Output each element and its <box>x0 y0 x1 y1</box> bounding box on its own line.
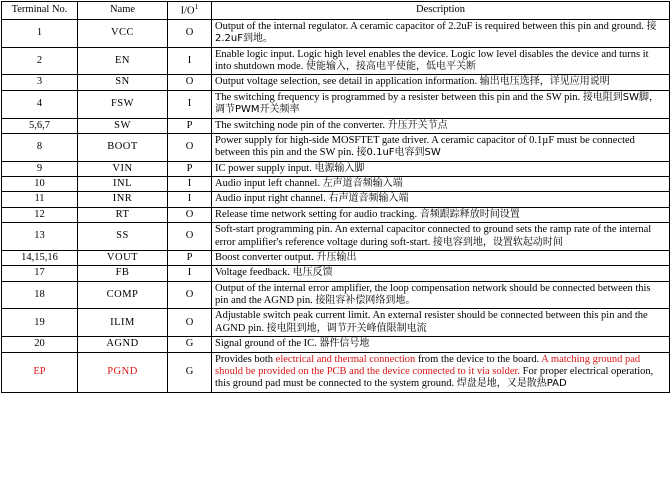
pin-description-table <box>1 1 670 393</box>
description-segment: The switching node pin of the converter. <box>215 119 388 131</box>
cell-description <box>212 47 670 75</box>
cell-io-type: O <box>168 75 212 90</box>
cell-terminal-no: 1 <box>2 19 78 47</box>
cell-description <box>212 309 670 337</box>
cell-io-type: O <box>168 309 212 337</box>
cell-pin-name: ILIM <box>78 309 168 337</box>
cell-pin-name: INL <box>78 177 168 192</box>
footnote-marker: 1 <box>194 2 199 11</box>
table-row <box>2 207 670 222</box>
table-row <box>2 47 670 75</box>
description-segment: Voltage feedback. <box>215 267 293 279</box>
cell-pin-name: BOOT <box>78 133 168 161</box>
table-header-row <box>2 2 670 20</box>
description-segment: 器件信号地 <box>319 338 370 350</box>
description-segment: 电源输入脚 <box>314 162 365 174</box>
cell-pin-name: VOUT <box>78 250 168 265</box>
table-row <box>2 90 670 118</box>
cell-terminal-no: 10 <box>2 177 78 192</box>
description-segment: Boost converter output. <box>215 251 317 263</box>
cell-terminal-no: 17 <box>2 266 78 281</box>
cell-pin-name: VCC <box>78 19 168 47</box>
table-row <box>2 75 670 90</box>
description-segment: 输出电压选择，详见应用说明 <box>479 76 610 88</box>
cell-io-type: I <box>168 90 212 118</box>
cell-pin-name: RT <box>78 207 168 222</box>
description-segment: A matching ground pad should be provided on the PCB and the device connected to it via solder. <box>215 353 641 377</box>
description-segment: For proper electrical operation, this ground pad must be connected to the system ground. <box>215 365 654 390</box>
description-segment: The switching frequency is programmed by a resister between this pin and the SW pin. <box>215 91 583 103</box>
description-segment: Power supply for high-side MOSFTET gate driver. A ceramic capacitor of 0.1µF must be connected between this pin and the SW pin. <box>215 134 635 159</box>
column-header-io <box>168 2 212 20</box>
description-segment: 接阻容补偿网络到地。 <box>315 295 416 306</box>
description-segment: 右声道音频输入端 <box>328 193 409 205</box>
table-row <box>2 192 670 207</box>
cell-pin-name: INR <box>78 192 168 207</box>
cell-io-type: G <box>168 352 212 392</box>
cell-terminal-no: 8 <box>2 133 78 161</box>
description-segment: 音频跟踪释放时间设置 <box>419 208 520 220</box>
cell-pin-name: FB <box>78 266 168 281</box>
cell-terminal-no: 12 <box>2 207 78 222</box>
table-body <box>2 19 670 392</box>
cell-description <box>212 192 670 207</box>
description-segment: Provides both <box>215 353 276 365</box>
cell-pin-name: PGND <box>78 352 168 392</box>
cell-description <box>212 118 670 133</box>
cell-terminal-no: 14,15,16 <box>2 250 78 265</box>
column-header-io-label: I/O <box>180 5 195 17</box>
description-segment: Audio input left channel. <box>215 178 323 189</box>
description-segment: Output voltage selection, see detail in application information. <box>215 76 480 88</box>
description-segment: 左声道音频输入端 <box>322 178 403 189</box>
table-header <box>2 2 670 20</box>
cell-description <box>212 133 670 161</box>
description-segment: Enable logic input. Logic high level enables the device. Logic low level disables the device and turns it into shutdown mode. <box>215 48 649 72</box>
description-segment: 升压开关节点 <box>387 119 448 131</box>
cell-pin-name: EN <box>78 47 168 75</box>
cell-description <box>212 161 670 176</box>
description-segment: 接电阻到SW脚，调节PWM开关频率 <box>215 91 660 116</box>
description-segment: 接电容到地，设置软起动时间 <box>432 236 563 248</box>
cell-io-type: O <box>168 133 212 161</box>
table-row <box>2 177 670 192</box>
description-segment: Output of the internal regulator. A ceramic capacitor of 2.2uF is required between this pin and ground. <box>215 20 647 32</box>
table-row <box>2 337 670 352</box>
cell-pin-name: AGND <box>78 337 168 352</box>
description-segment: from the device to the board. <box>415 353 542 365</box>
cell-terminal-no: 20 <box>2 337 78 352</box>
cell-io-type: I <box>168 47 212 75</box>
cell-description <box>212 223 670 251</box>
cell-io-type: O <box>168 281 212 309</box>
cell-description <box>212 177 670 192</box>
cell-description <box>212 266 670 281</box>
cell-io-type: I <box>168 192 212 207</box>
table-row <box>2 161 670 176</box>
description-segment: 接电阻到地，调节开关峰值限制电流 <box>266 322 427 334</box>
cell-io-type: P <box>168 161 212 176</box>
cell-description <box>212 250 670 265</box>
table-row <box>2 133 670 161</box>
cell-pin-name: SS <box>78 223 168 251</box>
cell-terminal-no: 5,6,7 <box>2 118 78 133</box>
table-row <box>2 223 670 251</box>
cell-description <box>212 207 670 222</box>
cell-terminal-no: 11 <box>2 192 78 207</box>
cell-io-type: O <box>168 19 212 47</box>
description-segment: Signal ground of the IC. <box>215 338 320 350</box>
cell-io-type: I <box>168 177 212 192</box>
description-segment: 焊盘是地，又是散热PAD <box>456 378 567 390</box>
table-row <box>2 309 670 337</box>
cell-pin-name: SN <box>78 75 168 90</box>
cell-io-type: I <box>168 266 212 281</box>
description-segment: Audio input right channel. <box>215 193 329 205</box>
cell-terminal-no: 19 <box>2 309 78 337</box>
column-header-name: Name <box>78 2 168 20</box>
cell-pin-name: FSW <box>78 90 168 118</box>
cell-io-type: O <box>168 207 212 222</box>
cell-io-type: P <box>168 250 212 265</box>
description-segment: Adjustable switch peak current limit. An external resister should be connected between this pin and the AGND pin. <box>215 310 648 334</box>
table-row <box>2 250 670 265</box>
cell-io-type: P <box>168 118 212 133</box>
column-header-terminal-no: Terminal No. <box>2 2 78 20</box>
cell-io-type: O <box>168 223 212 251</box>
cell-description <box>212 337 670 352</box>
column-header-description: Description <box>212 2 670 20</box>
description-segment: 升压输出 <box>316 251 357 263</box>
cell-terminal-no: 13 <box>2 223 78 251</box>
description-segment: Output of the internal error amplifier, the loop compensation network should be connected between this pin and the AGND pin. <box>215 282 651 306</box>
description-segment: 接0.1uF电容到SW <box>356 147 441 159</box>
cell-terminal-no: 18 <box>2 281 78 309</box>
description-segment: Release time network setting for audio tracking. <box>215 208 420 220</box>
description-segment: Soft-start programming pin. An external capacitor connected to ground sets the ramp rate of the internal error amplifier's reference voltage during soft-start. <box>215 224 652 248</box>
table-row <box>2 266 670 281</box>
table-row <box>2 19 670 47</box>
cell-terminal-no: EP <box>2 352 78 392</box>
cell-description <box>212 90 670 118</box>
cell-terminal-no: 3 <box>2 75 78 90</box>
cell-terminal-no: 2 <box>2 47 78 75</box>
cell-description <box>212 352 670 392</box>
table-row <box>2 118 670 133</box>
cell-description <box>212 75 670 90</box>
cell-description <box>212 281 670 309</box>
table-row <box>2 352 670 392</box>
description-segment: IC power supply input. <box>215 162 315 174</box>
cell-pin-name: SW <box>78 118 168 133</box>
cell-terminal-no: 4 <box>2 90 78 118</box>
description-segment: 电压反馈 <box>292 267 333 279</box>
cell-pin-name: VIN <box>78 161 168 176</box>
description-segment: 使能输入，接高电平使能，低电平关断 <box>306 61 476 72</box>
description-segment: electrical and thermal connection <box>275 353 416 365</box>
cell-terminal-no: 9 <box>2 161 78 176</box>
cell-io-type: G <box>168 337 212 352</box>
description-segment: 接2.2uF到地。 <box>215 20 657 45</box>
cell-description <box>212 19 670 47</box>
cell-pin-name: COMP <box>78 281 168 309</box>
table-row <box>2 281 670 309</box>
